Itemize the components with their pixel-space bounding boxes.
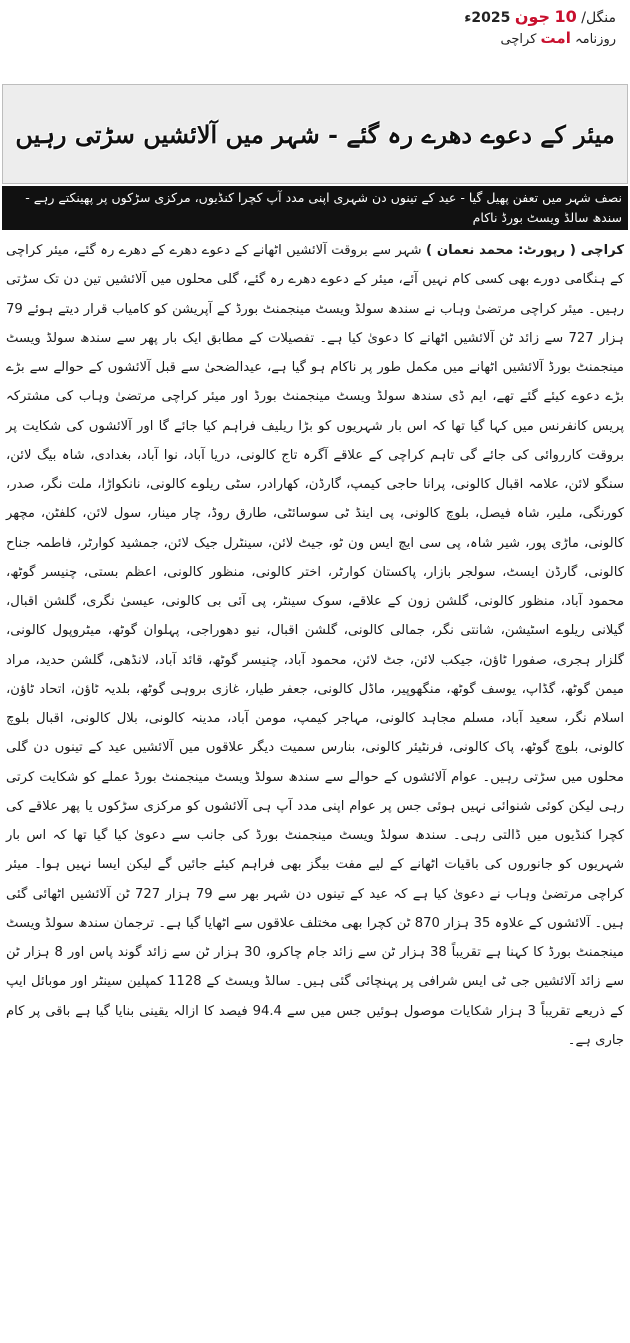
paper-prefix: روزنامہ [575, 31, 616, 47]
date-day: منگل [585, 10, 616, 26]
date-year: 2025ء [464, 10, 511, 26]
byline: کراچی ( رپورٹ: محمد نعمان ) [426, 243, 624, 258]
paper-city: کراچی [500, 31, 537, 47]
paper-name [464, 28, 616, 49]
masthead [464, 6, 616, 48]
subheadline: نصف شہر میں تعفن پھیل گیا - عید کے تینوں دن شہری اپنی مدد آپ کچرا کنڈیوں، مرکزی سڑکوں پر پھینکتے رہے - سندھ سالڈ ویسٹ بورڈ ناکام [2, 186, 628, 230]
article-body [6, 236, 624, 1055]
article-text: شہر سے بروقت آلائشیں اٹھانے کے دعوے دھرے کے دھرے رہ گئے، میئر کراچی کے ہنگامی دورے بھی کسی کام نہیں آئے، میئر کے دعوے دھرے رہ گئے، گلی محلوں میں آلائشیں تین دن تک سڑتی رہیں۔ میئر کراچی مرتضیٰ وہاب نے سندھ سولڈ ویسٹ مینجمنٹ بورڈ کے آپریشن کو کامیاب قرار دیتے ہوئے 79 ہزار 727 سے زائد ٹن آلائشیں اٹھانے کا دعویٰ کیا ہے۔ تفصیلات کے مطابق ایک بار پھر سے سندھ سولڈ ویسٹ مینجمنٹ بورڈ آلائشیں اٹھانے میں مکمل طور پر ناکام ہو گیا ہے، عیدالضحیٰ سے قبل آلائشوں کے حوالے سے بڑے بڑے دعوے کیئے گئے تھے، ایم ڈی سندھ سولڈ ویسٹ مینجمنٹ بورڈ اور میئر کراچی مرتضیٰ وہاب کی مشترکہ پریس کانفرنس میں کہا گیا تھا کہ اس بار شہریوں کو بڑا ریلیف فراہم کیا جائے گا اور آلائشوں کی شکایت پر بروقت کارروائی کی جائے گی تاہم کراچی کے علاقے آگرہ تاج کالونی، دریا آباد، نوا آباد، بغدادی، شاہ بیگ لائن، سنگو لائن، علامہ اقبال کالونی، پرانا حاجی کیمپ، گارڈن، کھارادر، سٹی ریلوے کالونی، نانکواڑا، ملت نگر، صدر، کورنگی، ملیر، شاہ فیصل، بلوچ کالونی، پی اینڈ ٹی سوسائٹی، طارق روڈ، چار مینار، سول لائن، کلفٹن، مچھر کالونی، ماڑی پور، شیر شاہ، پی سی ایچ ایس ون ٹو، جیٹ لائن، سینٹرل جیک لائن، جمشید کوارٹر، فاطمہ جناح کالونی، گارڈن ایسٹ، سولجر بازار، پاکستان کوارٹر، اختر کالونی، منظور کالونی، اعظم بستی، چنیسر گوٹھ، محمود آباد، منظور کالونی، گلشن زون کے علاقے، سوک سینٹر، پی آئی بی کالونی، عیسیٰ نگری، گلشن اقبال، گیلانی ریلوے اسٹیشن، شانتی نگر، جمالی کالونی، گلشن اقبال، نیو دھوراجی، پہلوان گوٹھ، میٹروپول کالونی، گلزار ہجری، صفورا ٹاؤن، جیکب لائن، جٹ لائن، محمود آباد، چنیسر گوٹھ، قائد آباد، لانڈھی، گلشن حدید، مراد میمن گوٹھ، گڈاپ، یوسف گوٹھ، منگھوپیر، ماڈل کالونی، جعفر طیار، غازی بروہی گوٹھ، بلدیہ ٹاؤن، اتحاد ٹاؤن، اسلام نگر، سعید آباد، مسلم مجاہد کالونی، مہاجر کیمپ، مومن آباد، مدینہ کالونی، بلال کالونی، اقبال بلوچ کالونی، بلوچ گوٹھ، پاک کالونی، فرنٹیئر کالونی، بنارس سمیت دیگر علاقوں میں آلائشیں عید کے تینوں دن گلی محلوں میں سڑتی رہیں۔ عوام آلائشوں کے حوالے سے سندھ سولڈ ویسٹ مینجمنٹ بورڈ عملے کو شکایت کرتی رہی لیکن کوئی شنوائی نہیں ہوئی جس پر عوام اپنی مدد آپ ہی آلائشوں کو مرکزی سڑکوں یا پھر علاقے کی کچرا کنڈیوں میں ڈالتی رہی۔ سندھ سولڈ ویسٹ مینجمنٹ بورڈ کی جانب سے دعویٰ کیا گیا تھا کہ اس بار شہریوں کو جانوروں کی باقیات اٹھانے کے لیے مفت بیگز بھی فراہم کیئے جائیں گے لیکن ایسا نہیں ہوا۔ میئر کراچی مرتضیٰ وہاب نے دعویٰ کیا ہے کہ عید کے تینوں دن شہر بھر سے 79 ہزار 727 ٹن آلائشیں اٹھائی گئی ہیں۔ آلائشوں کے علاوہ 35 ہزار 870 ٹن کچرا بھی مختلف علاقوں سے اٹھایا گیا ہے۔ ترجمان سندھ سولڈ ویسٹ مینجمنٹ بورڈ کا کہنا ہے تقریباً 38 ہزار ٹن سے زائد جام چاکرو، 30 ہزار ٹن سے زائد گوند پاس اور 8 ہزار ٹن سے زائد آلائشیں جی ٹی ایس شرافی پر پہنچائی گئی ہیں۔ سالڈ ویسٹ کے 1128 کمپلین سینٹر اور موبائل ایپ کے ذریعے تقریباً 3 ہزار شکایات موصول ہوئیں جس میں سے 94.4 فیصد کا ازالہ یقینی بنایا گیا ہے باقی پر کام جاری ہے۔ [6, 243, 625, 1048]
paper-brand: امت [540, 28, 571, 47]
date-month: جون [514, 7, 551, 26]
article-paragraph [6, 236, 624, 1055]
dateline: منگل/ 10 جون 2025ء [464, 7, 616, 26]
headline-box [2, 84, 628, 184]
headline: میئر کے دعوے دھرے رہ گئے - شہر میں آلائشیں سڑتی رہیں [15, 119, 615, 149]
date-number: 10 [554, 7, 577, 26]
